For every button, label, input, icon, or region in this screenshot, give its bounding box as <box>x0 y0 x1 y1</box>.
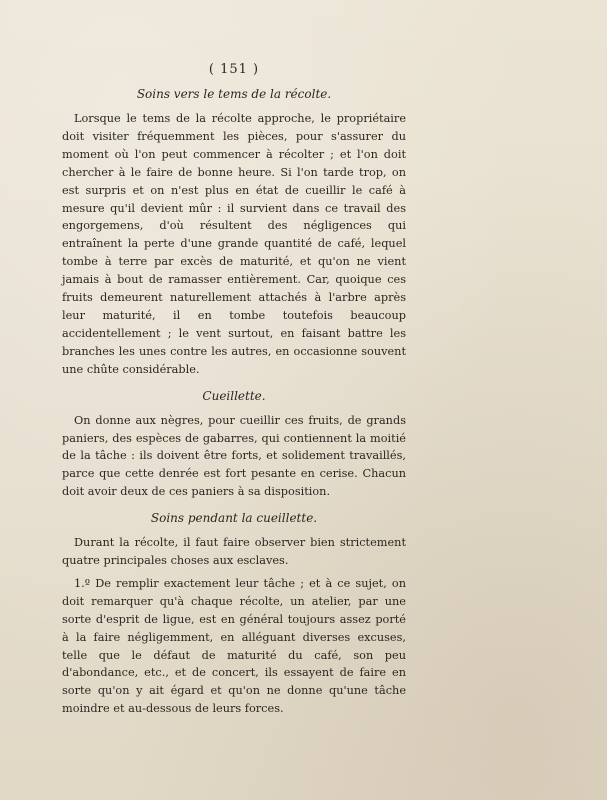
page-number: ( 151 ) <box>208 62 260 77</box>
text-block <box>62 62 406 718</box>
heading-soins-recolte: Soins vers le tems de la récolte. <box>136 87 332 101</box>
paragraph-soins-recolte: Lorsque le tems de la récolte approche, le propriétaire doit visiter fréquemment les pièces, pour s'assurer du moment où l'on peut commencer à récolter ; et l'on doit chercher à le faire de bonne heure. Si l'on tarde trop, on est surpris et on n'est plus en état de cueillir le café à mesure qu'il devient mûr : il survient dans ce travail des engorgemens, d'où résultent des négligences qui entraînent la perte d'une grande quantité de café, lequel tombe à terre par excès de maturité, et qu'on ne vient jamais à bout de ramasser entièrement. Car, quoique ces fruits demeurent naturellement attachés à l'arbre après leur maturité, il en tombe toutefois beaucoup accidentellement ; le vent surtout, en faisant battre les branches les unes contre les autres, en occasionne souvent une chûte considérable. <box>62 112 406 376</box>
paragraph-cueillette: On donne aux nègres, pour cueillir ces fruits, de grands paniers, des espèces de gabarres, qui contiennent la moitié de la tâche : ils doivent être forts, et solidement travaillés, parce que cette denrée est fort pesante en cerise. Chacun doit avoir deux de ces paniers à sa disposition. <box>62 413 406 499</box>
paragraph-durant-recolte: Durant la récolte, il faut faire observer bien strictement quatre principales choses aux esclaves. <box>62 536 406 568</box>
heading-cueillette: Cueillette. <box>202 388 266 403</box>
heading-soins-cueillette: Soins pendant la cueillette. <box>150 511 318 526</box>
paragraph-point-1: 1.º De remplir exactement leur tâche ; et à ce sujet, on doit remarquer qu'à chaque récolte, un atelier, par une sorte d'esprit de ligue, est en général toujours assez porté à la faire négligemment, en alléguant diverses excuses, telle que le défaut de maturité du café, son peu d'abondance, etc., et de concert, ils essayent de faire en sorte qu'on y ait égard et qu'on ne donne qu'une tâche moindre et au-dessous de leurs forces. <box>62 576 406 716</box>
